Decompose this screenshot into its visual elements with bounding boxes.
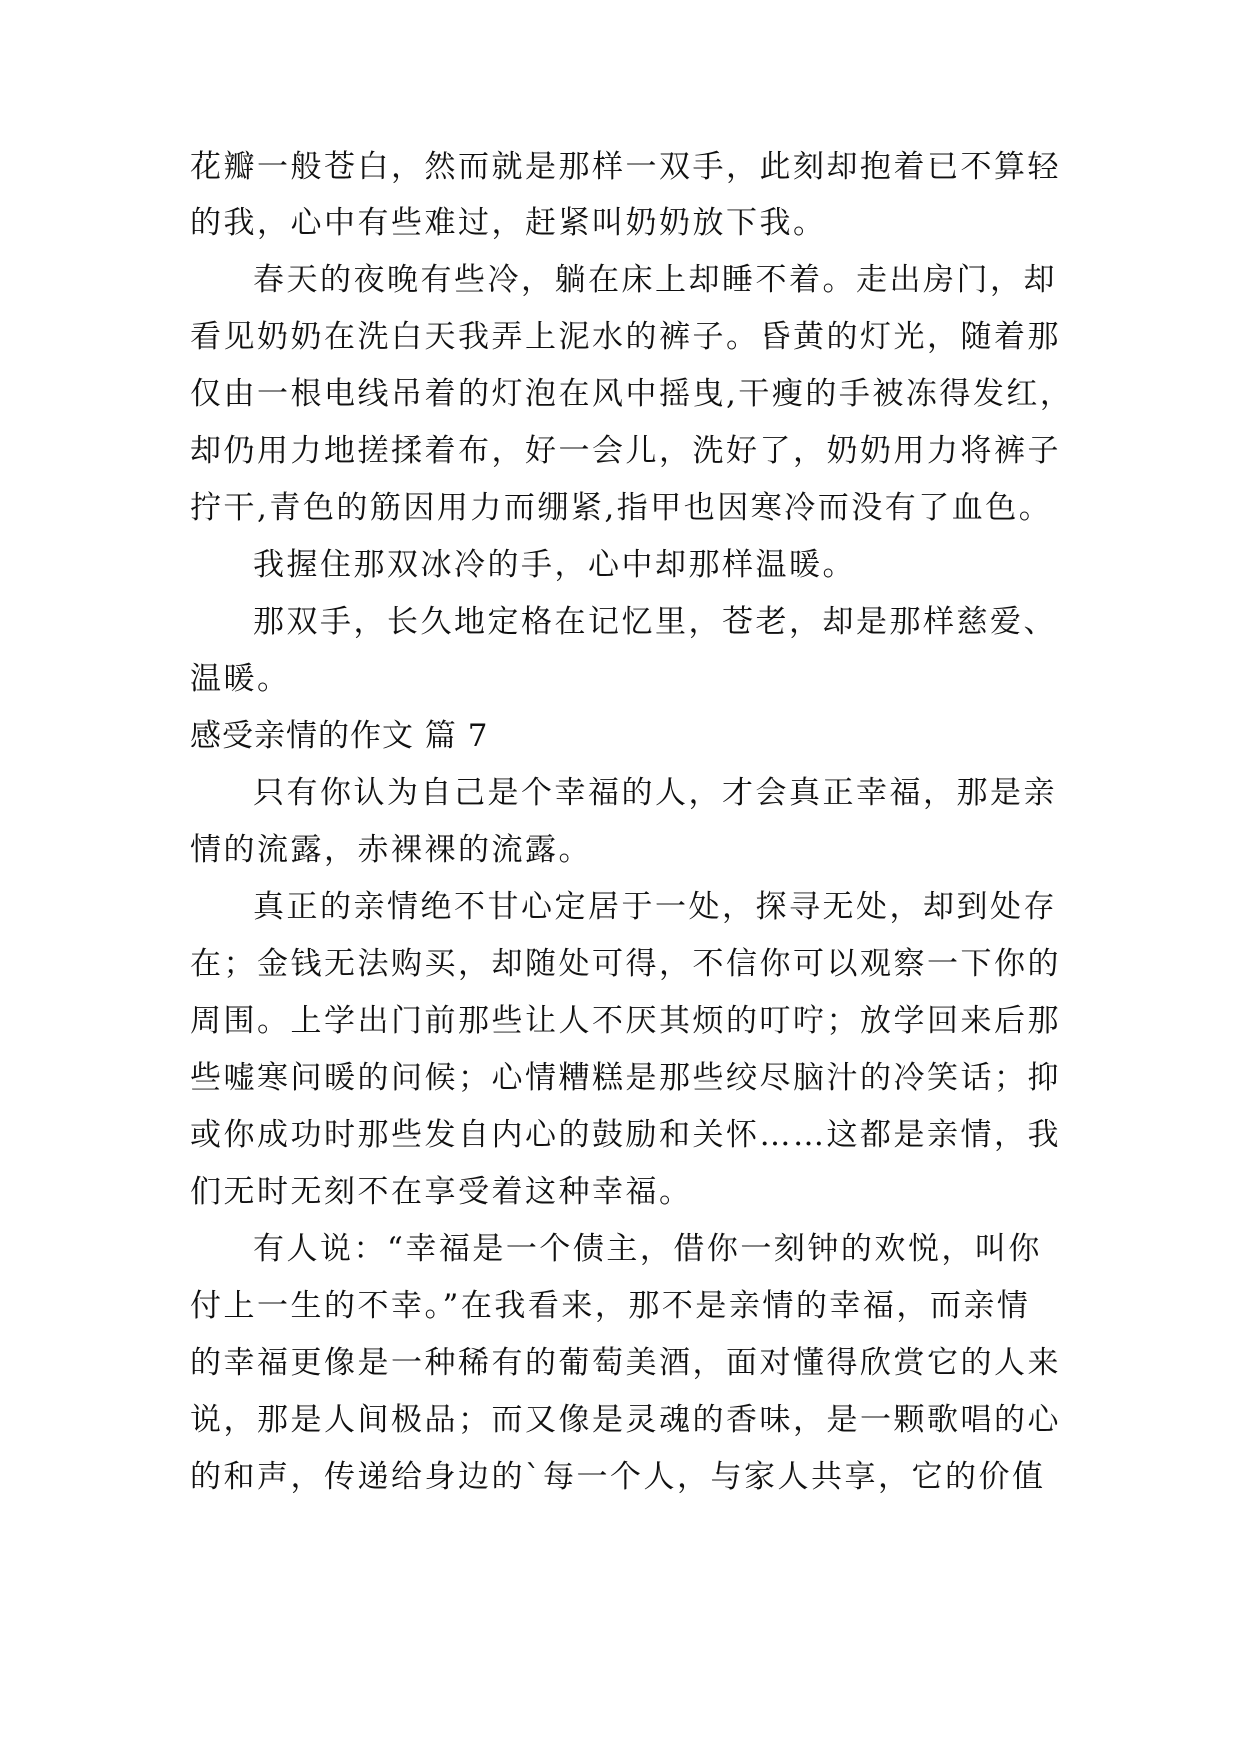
text-line: 的和声，传递给身边的`每一个人，与家人共享，它的价值 [190,1459,1046,1495]
text-line: 们无时无刻不在享受着这种幸福。 [190,1174,693,1210]
text-line: 的我，心中有些难过，赶紧叫奶奶放下我。 [190,205,827,241]
paragraph-start-line: 只有你认为自己是个幸福的人，才会真正幸福，那是亲 [253,775,1057,811]
text-line: 仅由一根电线吊着的灯泡在风中摇曳,干瘦的手被冻得发红， [190,376,1074,412]
text-line: 或你成功时那些发自内心的鼓励和关怀……这都是亲情，我 [190,1117,1061,1153]
text-line: 付上一生的不幸。”在我看来，那不是亲情的幸福，而亲情 [190,1288,1031,1324]
text-line: 情的流露，赤裸裸的流露。 [190,832,592,868]
text-line: 的幸福更像是一种稀有的葡萄美酒，面对懂得欣赏它的人来 [190,1345,1061,1381]
text-line: 周围。上学出门前那些让人不厌其烦的叮咛；放学回来后那 [190,1003,1061,1039]
text-line: 却仍用力地搓揉着布，好一会儿，洗好了，奶奶用力将裤子 [190,433,1061,469]
text-line: 看见奶奶在洗白天我弄上泥水的裤子。昏黄的灯光，随着那 [190,319,1061,355]
paragraph-start-line: 有人说：“幸福是一个债主，借你一刻钟的欢悦，叫你 [253,1231,1042,1267]
text-line: 拧干,青色的筋因用力而绷紧,指甲也因寒冷而没有了血色。 [190,490,1053,526]
paragraph-start-line: 真正的亲情绝不甘心定居于一处，探寻无处，却到处存 [253,889,1057,925]
section-heading: 感受亲情的作文 篇 7 [190,718,489,754]
paragraph-start-line: 那双手，长久地定格在记忆里，苍老，却是那样慈爱、 [253,604,1057,640]
text-line: 温暖。 [190,661,291,697]
text-line: 说，那是人间极品；而又像是灵魂的香味，是一颗歌唱的心 [190,1402,1061,1438]
paragraph-start-line: 春天的夜晚有些冷，躺在床上却睡不着。走出房门，却 [253,262,1057,298]
text-line: 花瓣一般苍白，然而就是那样一双手，此刻却抱着已不算轻 [190,149,1061,185]
text-line: 在；金钱无法购买，却随处可得，不信你可以观察一下你的 [190,946,1061,982]
text-line: 些嘘寒问暖的问候；心情糟糕是那些绞尽脑汁的冷笑话；抑 [190,1060,1061,1096]
paragraph-start-line: 我握住那双冰冷的手，心中却那样温暖。 [253,547,856,583]
